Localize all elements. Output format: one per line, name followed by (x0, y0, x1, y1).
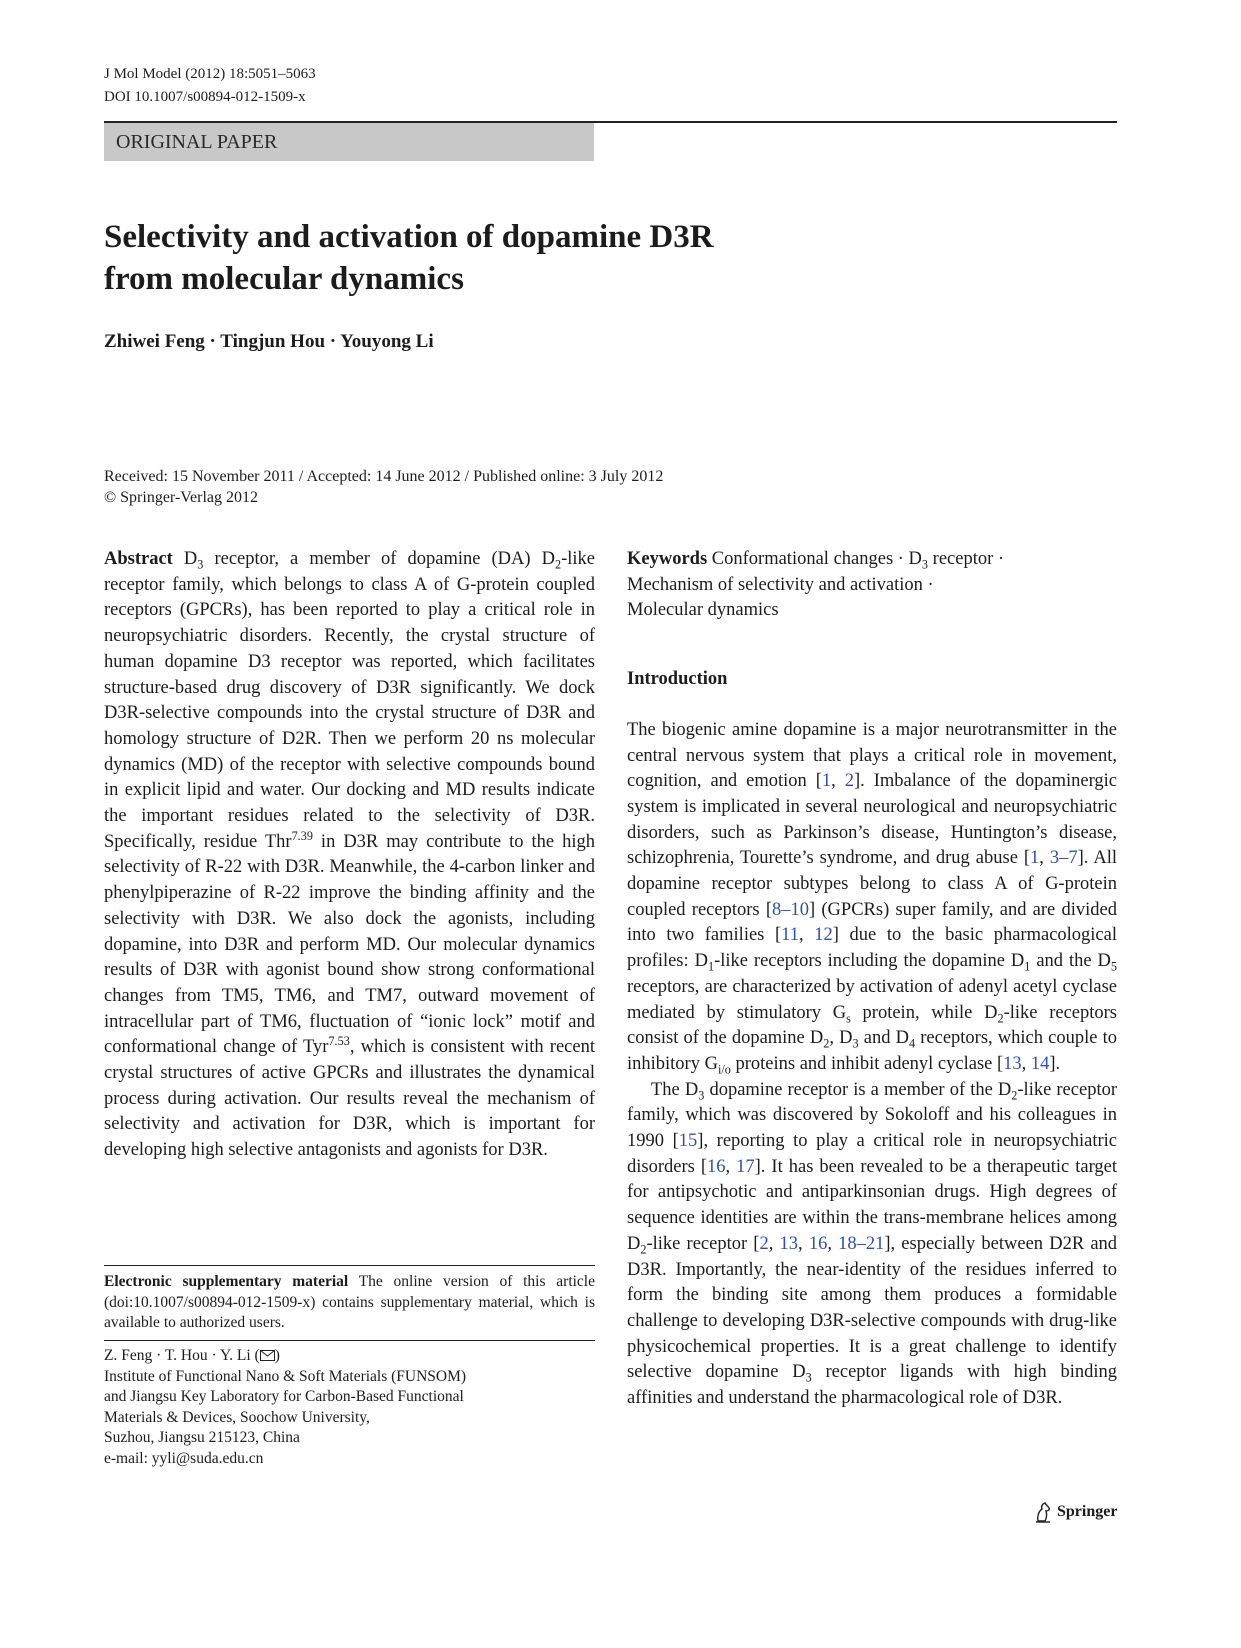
citation-link[interactable]: 13 (779, 1233, 799, 1254)
citation-link[interactable]: 2 (759, 1233, 769, 1254)
affiliation-line-1: Institute of Functional Nano & Soft Materials (FUNSOM) (104, 1367, 467, 1385)
text-run: receptors, are characterized by activation of adenyl acetyl cyclase mediated by stimulatory G (627, 976, 1117, 1023)
title-line-2: from molecular dynamics (104, 261, 464, 297)
keywords-label: Keywords (627, 549, 708, 569)
subscript: 2 (997, 1011, 1004, 1026)
text-run: , (725, 1156, 737, 1177)
abstract-text: $D_3$ receptor, a member of dopamine (DA) $D_2$-like receptor family, which belongs to class A of G-protein coupled receptors (GPCRs), has been reported to play a critical role in neuropsychiatric disorders. Recently, the crystal structure of human dopamine D3 receptor was reported, which facilitates structure-based drug discovery of D3R significantly. We dock D3R-selective compounds into the crystal structure of D3R and homology structure of D2R. Then we perform 20 ns molecular dynamics (MD) of the receptor with selective compounds bound in explicit lipid and water. Our docking and MD results indicate the important residues related to the selectivity of D3R. Specifically, residue Thr$^{7.39}$ in D3R may contribute to the high selectivity of R-22 with D3R. Meanwhile, the 4-carbon linker and phenylpiperazine of R-22 improve the binding affinity and the selectivity with D3R. We also dock the agonists, including dopamine, into D3R and perform MD. Our molecular dynamics results of D3R with agonist bound show strong conformational changes from TM5, TM6, and TM7, outward movement of intracellular part of TM6, fluctuation of “ionic lock” motif and conformational change of Tyr$^{7.53}$, which is consistent with recent crystal structures of active GPCRs and illustrates the dynamical process during activation. Our results reveal the mechanism of selectivity and activation for D3R, which is important for developing high selective antagonists and agonists for D3R. (104, 549, 595, 1161)
title-line-1: Selectivity and activation of dopamine D3R (104, 219, 714, 255)
text-run: ]. Imbalance of the dopaminergic system is implicated in several neurological and neuropsychiatric disorders, such as Parkinson’s disease, Huntington’s disease, schizophrenia, Tourette’s syndrome, and drug abuse [ (627, 771, 1118, 869)
doi-line: DOI 10.1007/s00894-012-1509-x (104, 89, 306, 105)
subscript: s (846, 1011, 851, 1026)
keywords: Keywords Conformational changes · $D_3$ receptor · Mechanism of selectivity and activation · Molecular dynamics (627, 547, 1117, 624)
text-run: , (831, 771, 845, 792)
publisher-logo (1033, 1501, 1117, 1523)
text-run: , (1021, 1053, 1031, 1074)
text-run: , (768, 1233, 780, 1254)
abstract (104, 547, 595, 1164)
citation-link[interactable]: 1 (1030, 848, 1040, 869)
keywords-line-3: Molecular dynamics (627, 600, 779, 621)
text-run: -like receptor family, which was discovered by Sokoloff and his colleagues in 1990 [ (627, 1079, 1117, 1152)
copyright-line: © Springer-Verlag 2012 (104, 489, 259, 506)
text-run: , (827, 1233, 839, 1254)
subscript: 3 (698, 1088, 705, 1103)
text-run: , D (829, 1028, 853, 1049)
text-run: dopamine receptor is a member of the D (704, 1079, 1012, 1100)
text-run: ]. All dopamine receptor subtypes belong to class A of G-protein coupled receptors [ (627, 848, 1117, 920)
subscript: 2 (640, 1242, 647, 1257)
citation-link[interactable]: 2 (844, 771, 854, 792)
citation-link[interactable]: 11 (781, 925, 799, 946)
citation-link[interactable]: 12 (814, 925, 833, 946)
paper-title (104, 216, 824, 300)
citation-link[interactable]: 16 (808, 1233, 828, 1254)
email-line[interactable]: e-mail: yyli@suda.edu.cn (104, 1449, 264, 1467)
subscript: 4 (908, 1036, 916, 1051)
abstract-label: Abstract (104, 549, 173, 569)
affiliation-names: Z. Feng · T. Hou · Y. Li ( ) (104, 1347, 280, 1364)
text-run: ], especially between D2R and D3R. Importantly, the near-identity of the residues inferred to form the binding site among them produces a formidable challenge to developing D3R-selective compounds with drug-like physicochemical properties. It is a great challenge to identify selective dopamine D (627, 1233, 1118, 1383)
text-run: receptor ligands with high binding affinities and understand the pharmacological role of D3R. (627, 1362, 1117, 1409)
affiliation-rule (104, 1340, 595, 1341)
envelope-icon (260, 1350, 275, 1361)
citation-link[interactable]: 13 (1003, 1053, 1022, 1074)
publication-dates: Received: 15 November 2011 / Accepted: 14 June 2012 / Published online: 3 July 2012 (104, 468, 664, 485)
esm-rule (104, 1265, 595, 1266)
esm-text: The online version of this article (doi:10.1007/s00894-012-1509-x) contains supplementary material, which is available to authorized users. (104, 1273, 595, 1331)
text-run: The D (651, 1079, 699, 1100)
text-run: protein, while D (850, 1002, 998, 1023)
subscript: i/o (717, 1062, 731, 1077)
author-list: Zhiwei Feng · Tingjun Hou · Youyong Li (104, 331, 434, 352)
text-run: , (798, 925, 815, 946)
right-column (627, 547, 1117, 1412)
subscript: 2 (1011, 1088, 1018, 1103)
citation-link[interactable]: 14 (1030, 1053, 1050, 1074)
text-run: ] due to the basic pharmacological profiles: D (627, 925, 1117, 972)
introduction-heading: Introduction (627, 669, 728, 690)
citation-link[interactable]: 18–21 (838, 1233, 885, 1254)
text-run: ], reporting to play a critical role in neuropsychiatric disorders [ (627, 1131, 1117, 1177)
citation-link[interactable]: 3–7 (1049, 848, 1078, 869)
subscript: 3 (852, 1036, 859, 1051)
text-run: -like receptors including the dopamine D (714, 951, 1025, 972)
text-run: and D (858, 1028, 909, 1049)
subscript: 1 (1024, 959, 1031, 974)
text-run: ]. (1049, 1053, 1061, 1074)
publisher-name: Springer (1057, 1503, 1118, 1520)
citation-link[interactable]: 8–10 (772, 899, 809, 920)
subscript: 2 (823, 1036, 830, 1051)
text-run: and the D (1030, 951, 1111, 972)
affiliation-line-4: Suzhou, Jiangsu 215123, China (104, 1429, 300, 1446)
article-type-badge: ORIGINAL PAPER (104, 123, 594, 161)
subscript: 3 (805, 1371, 812, 1386)
text-run: The biogenic amine dopamine is a major neurotransmitter in the central nervous system that plays a critical role in movement, cognition, and emotion [ (627, 719, 1117, 792)
text-run: receptors, which couple to inhibitory G (627, 1028, 1117, 1074)
citation-link[interactable]: 16 (707, 1156, 726, 1177)
citation-link[interactable]: 1 (821, 771, 832, 792)
springer-horse-icon (1033, 1501, 1053, 1523)
affiliation-line-2: and Jiangsu Key Laboratory for Carbon-Based Functional (104, 1388, 464, 1405)
introduction-paragraph-2 (627, 1078, 1117, 1412)
text-run: ]. It has been revealed to be a therapeutic target for antipsychotic and antiparkinsonian drugs. High degrees of sequence identities are within the trans-membrane helices among D (627, 1156, 1118, 1254)
text-run: -like receptor [ (646, 1233, 760, 1254)
journal-citation: J Mol Model (2012) 18:5051–5063 (104, 66, 316, 82)
text-run: , (798, 1233, 809, 1254)
affiliation-line-3: Materials & Devices, Soochow University, (104, 1408, 370, 1426)
text-run: ] (GPCRs) super family, and are divided into two families [ (627, 899, 1117, 946)
supplementary-note (104, 1272, 595, 1334)
text-run: proteins and inhibit adenyl cyclase [ (730, 1053, 1004, 1074)
text-run: , (1039, 848, 1050, 869)
keywords-line-2: Mechanism of selectivity and activation · (627, 574, 934, 595)
subscript: 1 (707, 959, 715, 974)
subscript: 5 (1110, 959, 1117, 974)
citation-link[interactable]: 17 (736, 1156, 755, 1177)
author-affiliation (104, 1346, 595, 1469)
text-run: -like receptors consist of the dopamine D (627, 1002, 1117, 1049)
citation-link[interactable]: 15 (678, 1131, 698, 1152)
introduction-paragraph-1 (627, 718, 1117, 1078)
esm-label: Electronic supplementary material (104, 1273, 349, 1290)
